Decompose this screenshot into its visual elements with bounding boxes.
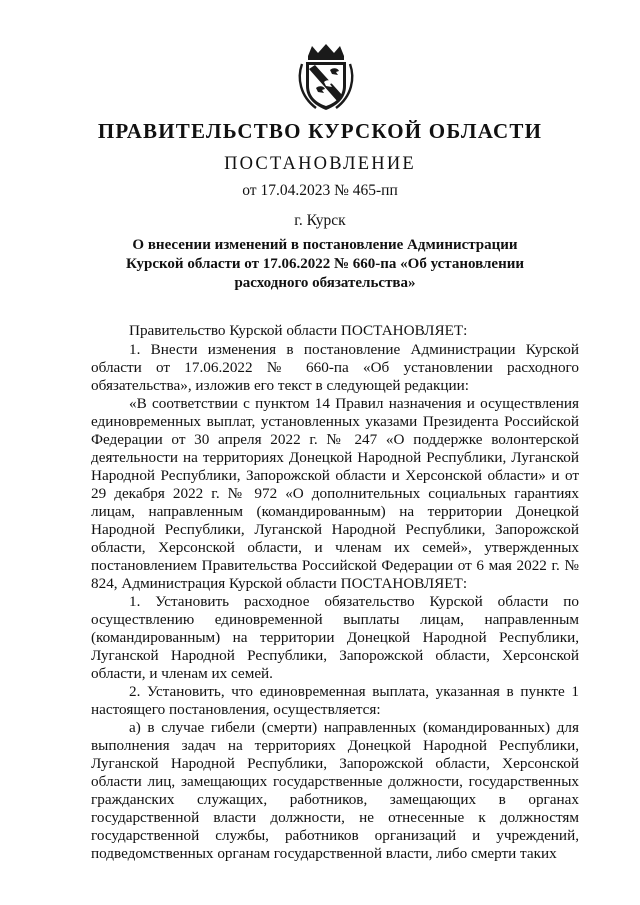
body-paragraph: Правительство Курской области ПОСТАНОВЛЯЕТ: bbox=[129, 322, 468, 339]
body-paragraph: 1. Установить расходное обязательство Курской области по осуществлению единовременной выплаты лицам, направленным (командированным) на территории Донецкой Народной Республики, Луганской Народной Республики, Запорожской области, Херсонской области, и членам их семей. bbox=[91, 593, 579, 682]
government-name: ПРАВИТЕЛЬСТВО КУРСКОЙ ОБЛАСТИ bbox=[97, 119, 543, 143]
document-type: ПОСТАНОВЛЕНИЕ bbox=[224, 154, 416, 174]
document-heading: О внесении изменений в постановление Администрации Курской области от 17.06.2022 № 660-па «Об установлении расходного обязательства» bbox=[125, 237, 525, 291]
kursk-coat-of-arms-icon bbox=[294, 42, 358, 112]
document-body bbox=[91, 322, 579, 863]
body-paragraph: 2. Установить, что единовременная выплата, указанная в пункте 1 настоящего постановления, осуществляется: bbox=[91, 683, 579, 718]
document-date-number: от 17.04.2023 № 465-пп bbox=[242, 182, 398, 199]
document-city: г. Курск bbox=[294, 212, 346, 229]
body-paragraph: а) в случае гибели (смерти) направленных (командированных) для выполнения задач на территориях Донецкой Народной Республики, Луганской Народной Республики, Запорожской области, Херсонской области лиц, замещающих государственные должности, государственных гражданских служащих, работников, замещающих в органах государственной власти должности, не отнесенные к должностям государственной службы, работников организаций и учреждений, подведомственных органам государственной власти, либо смерти таких bbox=[91, 719, 579, 862]
body-paragraph: «В соответствии с пунктом 14 Правил назначения и осуществления единовременных выплат, установленных указами Президента Российской Федерации от 30 апреля 2022 г. № 247 «О поддержке волонтерской деятельности на территориях Донецкой Народной Республики, Луганской Народной Республики, Запорожской области и Херсонской области» и от 29 декабря 2022 г. № 972 «О дополнительных социальных гарантиях лицам, направленным (командированным) на территории Донецкой Народной Республики, Луганской Народной Республики, Запорожской области, Херсонской области, и членам их семей», утвержденных постановлением Правительства Российской Федерации от 6 мая 2022 г. № 824, Администрация Курской области ПОСТАНОВЛЯЕТ: bbox=[91, 395, 579, 592]
body-paragraph: 1. Внести изменения в постановление Администрации Курской области от 17.06.2022 № 660-па «Об установлении расходного обязательства», изложив его текст в следующей редакции: bbox=[91, 341, 579, 394]
